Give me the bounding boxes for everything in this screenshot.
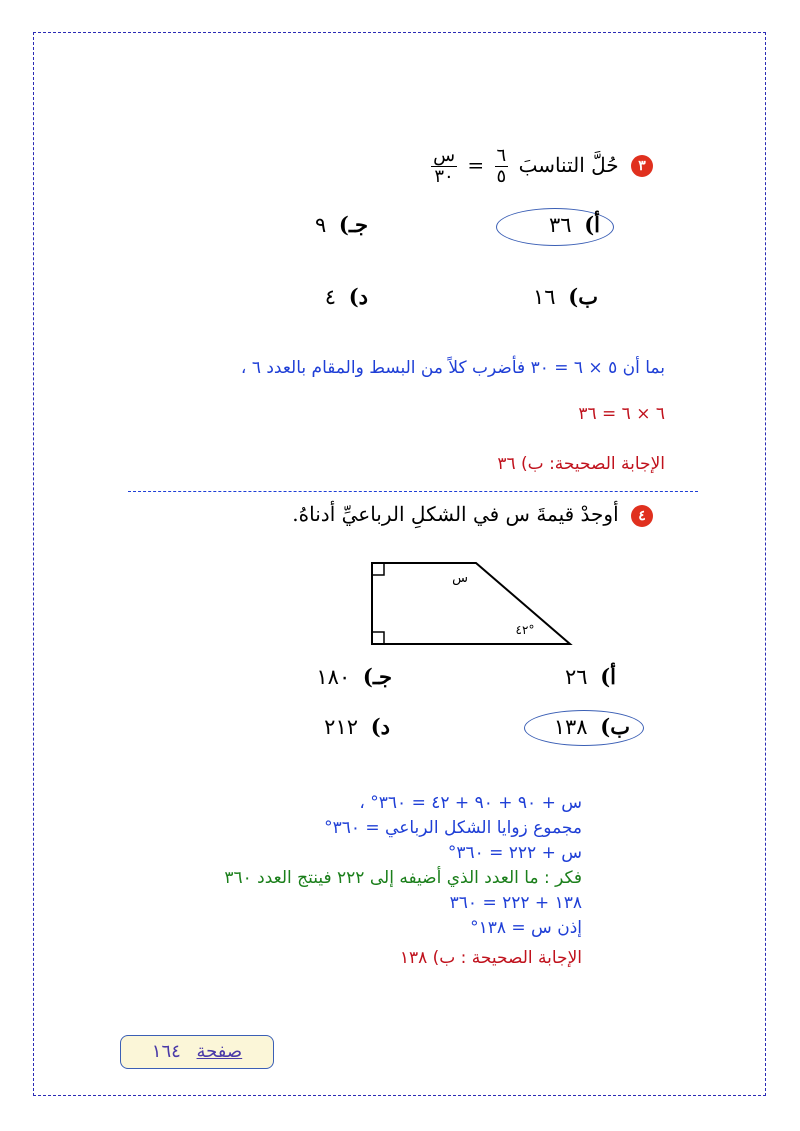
q4-option-c-letter: جـ) (362, 664, 392, 689)
q4-option-b-value: ١٣٨ (553, 715, 588, 739)
right-angle-mark-top (372, 563, 384, 575)
q3-fraction-left (495, 146, 509, 187)
right-angle-mark-bottom (372, 632, 384, 644)
q4-option-c-value: ١٨٠ (316, 665, 351, 689)
q3-option-d-letter: د) (348, 284, 368, 309)
page-number-badge (120, 1035, 274, 1069)
q4-solution-line6: إذن س = ١٣٨° (470, 918, 582, 938)
q3-solution-line1: بما أن ٥ × ٦ = ٣٠ فأضرب كلاً من البسط والمقام بالعدد ٦ ، (240, 358, 665, 378)
q3-option-a-letter: أ) (584, 212, 600, 237)
q3-option-a-value: ٣٦ (548, 213, 572, 237)
q3-frac1-denominator: ٥ (496, 165, 507, 187)
q3-option-d-value: ٤ (324, 285, 337, 309)
q3-option-d[interactable] (325, 284, 368, 309)
quadrilateral-figure (360, 558, 590, 658)
q3-option-a[interactable] (549, 212, 600, 237)
q4-option-c[interactable] (316, 664, 392, 689)
q3-frac2-denominator: ٣٠ (434, 165, 454, 187)
q3-option-b-letter: ب) (568, 284, 598, 309)
quadrilateral-shape (372, 563, 570, 644)
q4-number-badge: ٤ (631, 505, 653, 527)
q4-hint-line: فكر : ما العدد الذي أضيفه إلى ٢٢٢ فينتج العدد ٣٦٠ (224, 868, 582, 888)
q4-option-d-value: ٢١٢ (324, 715, 359, 739)
q3-solution-line2: ٦ × ٦ = ٣٦ (578, 404, 665, 424)
q3-option-c-value: ٩ (314, 213, 327, 237)
q4-option-a-letter: أ) (600, 664, 616, 689)
q3-frac1-numerator: ٦ (496, 145, 507, 166)
q3-title (427, 146, 653, 187)
angle-label-x: س (452, 571, 468, 586)
q3-option-b-value: ١٦ (533, 285, 556, 309)
q4-prompt: أوجدْ قيمةَ س في الشكلِ الرباعيِّ أدناهُ. (292, 502, 619, 526)
q4-solution-line5: ١٣٨ + ٢٢٢ = ٣٦٠ (449, 893, 582, 913)
angle-label-42: ٤٢° (515, 623, 535, 637)
q4-option-a[interactable] (565, 664, 616, 689)
q4-solution-line1: س + ٩٠ + ٩٠ + ٤٢ = ٣٦٠° ، (359, 793, 582, 813)
q4-option-b[interactable] (554, 714, 630, 739)
q4-option-a-value: ٢٦ (564, 665, 588, 689)
q4-option-d-letter: د) (370, 714, 390, 739)
q4-option-d[interactable] (324, 714, 390, 739)
q3-equals: = (467, 152, 485, 177)
q3-number-badge: ٣ (631, 155, 653, 177)
q3-fraction-right (431, 146, 457, 187)
q3-option-c-letter: جـ) (338, 212, 368, 237)
q3-option-c[interactable] (315, 212, 368, 237)
q3-answer: الإجابة الصحيحة: ب) ٣٦ (497, 454, 665, 474)
section-divider (128, 491, 698, 492)
q4-solution-line3: س + ٢٢٢ = ٣٦٠° (447, 843, 582, 863)
q3-frac2-numerator: س (433, 145, 456, 166)
q3-option-b[interactable] (533, 284, 598, 309)
page-number: ١٦٤ (151, 1041, 181, 1062)
q4-option-b-letter: ب) (600, 714, 630, 739)
page-word: صفحة (196, 1041, 243, 1062)
q3-prompt: حُلَّ التناسبَ (518, 152, 619, 177)
q4-title (292, 502, 653, 527)
q4-answer: الإجابة الصحيحة : ب) ١٣٨ (399, 948, 582, 968)
q4-solution-line2: مجموع زوايا الشكل الرباعي = ٣٦٠° (324, 818, 582, 838)
